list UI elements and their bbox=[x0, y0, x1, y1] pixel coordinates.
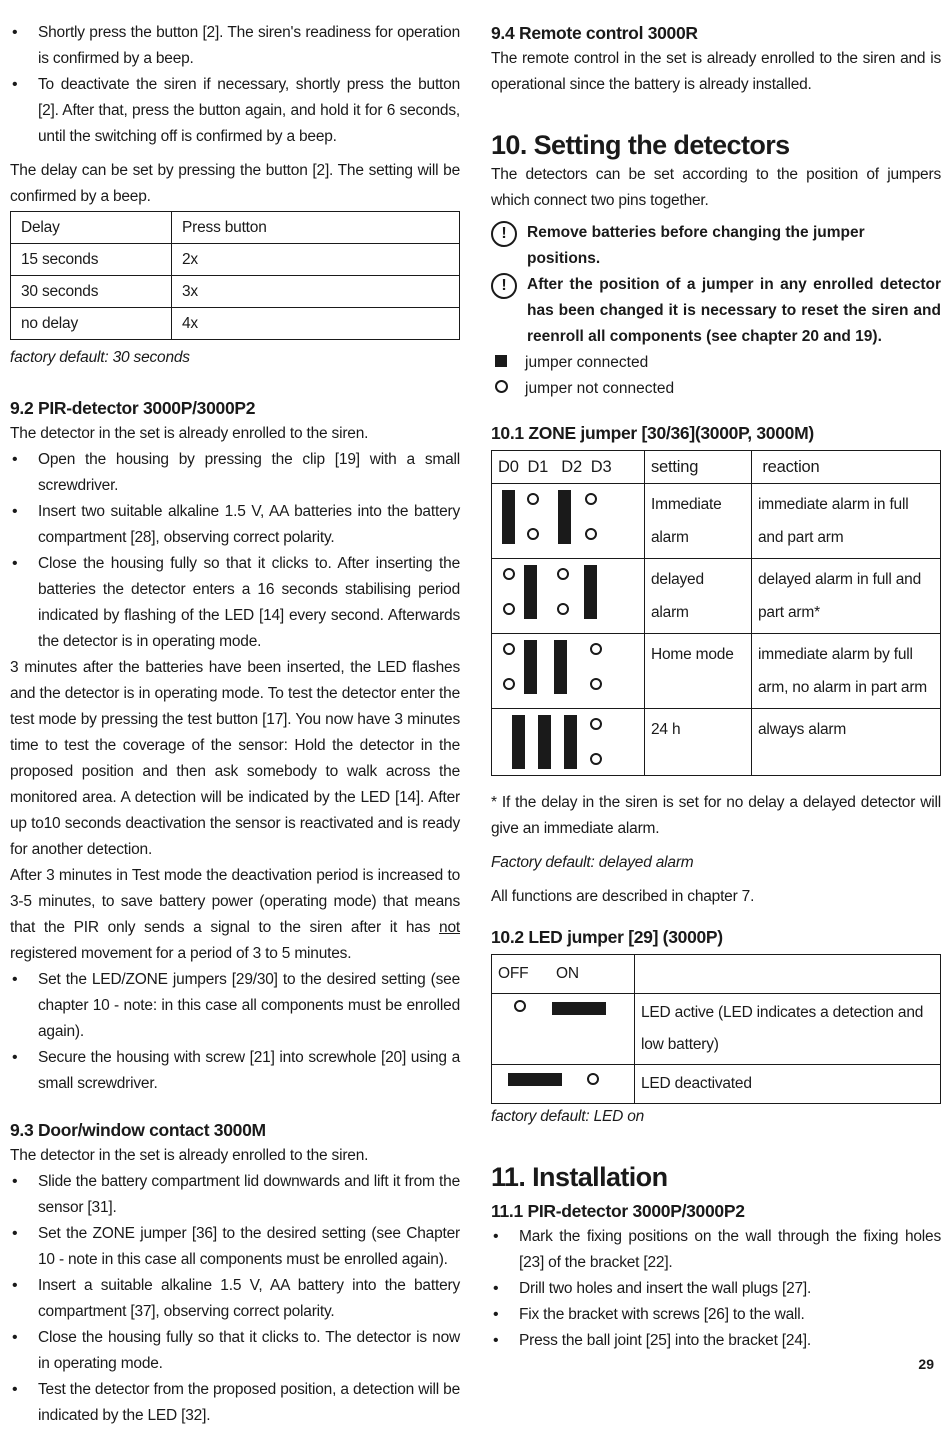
warning-note bbox=[491, 272, 941, 350]
list-item: • Press the ball joint [25] into the bracket [24]. bbox=[491, 1328, 941, 1354]
list-item: • Insert two suitable alkaline 1.5 V, AA batteries into the battery compartment [28], observing correct polarity. bbox=[10, 499, 460, 551]
jumper-pin bbox=[591, 644, 601, 654]
setting-text: The detectors can be set according to the position of jumpers which connect two pins together. bbox=[491, 166, 941, 209]
table-row bbox=[492, 559, 941, 634]
jumper-pin bbox=[558, 604, 568, 614]
jumper-pin bbox=[591, 679, 601, 689]
jumper-pin bbox=[504, 679, 514, 689]
list-item: • Close the housing fully so that it clicks to. After inserting the batteries the detector enters a 16 seconds stabilising period indicated by flashing of the LED [14] every second. Afterwards the detector is in operating mode. bbox=[10, 551, 460, 655]
pir-paragraph-1: 3 minutes after the batteries have been inserted, the LED flashes and the detector is in operating mode. To test the detector enter the test mode by pressing the test button [17]. You now have 3 minutes time to test the coverage of the sensor: Hold the detector in the proposed position and then ask somebody to walk across the monitored area. A detection will be indicated by the LED [14]. After up to10 seconds deactivation the sensor is reactivated and is ready for another detection. bbox=[10, 659, 460, 858]
pir-bullet-list bbox=[10, 447, 460, 655]
on-label: ON bbox=[556, 965, 579, 982]
list-item: • Mark the fixing positions on the wall through the fixing holes [23] of the bracket [22]. bbox=[491, 1224, 941, 1276]
table-cell: immediate alarm by full arm, no alarm in part arm bbox=[752, 634, 941, 709]
delay-paragraph: The delay can be set by pressing the button [2]. The setting will be confirmed by a beep. bbox=[10, 162, 460, 205]
legend-label: jumper connected bbox=[525, 354, 649, 371]
jumper-block bbox=[524, 640, 537, 694]
table-header-cell: setting bbox=[645, 451, 752, 484]
list-item: • To deactivate the siren if necessary, shortly press the button [2]. After that, press the button again, and hold it for 6 seconds, until the switching off is confirmed by a beep. bbox=[10, 72, 460, 150]
jumper-pin bbox=[528, 494, 538, 504]
pir-bullet-list-2 bbox=[10, 967, 460, 1097]
jumper-block bbox=[502, 490, 515, 544]
list-item: • Fix the bracket with screws [26] to the wall. bbox=[491, 1302, 941, 1328]
jumper-block bbox=[512, 715, 525, 769]
legend-label: jumper not connected bbox=[525, 380, 675, 397]
jumper-24h-diagram bbox=[498, 713, 618, 771]
table-cell: 15 seconds bbox=[11, 244, 172, 276]
table-header-row bbox=[492, 955, 941, 994]
list-item: • Test the detector from the proposed position, a detection will be indicated by the LED [32]. bbox=[10, 1377, 460, 1429]
table-cell: always alarm bbox=[752, 709, 941, 776]
table-row bbox=[11, 308, 460, 340]
table-cell: LED active (LED indicates a detection and low battery) bbox=[635, 994, 941, 1065]
installation-bullet-list bbox=[491, 1224, 941, 1354]
jumper-pin bbox=[558, 569, 568, 579]
jumper-pin bbox=[586, 529, 596, 539]
zone-functions-note: All functions are described in chapter 7. bbox=[491, 888, 755, 905]
door-bullet-list bbox=[10, 1169, 460, 1429]
jumper-pin bbox=[591, 719, 601, 729]
jumper-block bbox=[564, 715, 577, 769]
jumper-block bbox=[584, 565, 597, 619]
table-row bbox=[11, 244, 460, 276]
zone-jumper-table bbox=[491, 450, 941, 776]
list-item: • Slide the battery compartment lid downwards and lift it from the sensor [31]. bbox=[10, 1169, 460, 1221]
table-cell: Home mode bbox=[645, 634, 752, 709]
table-header-cell: Delay bbox=[11, 212, 172, 244]
warning-text: After the position of a jumper in any enrolled detector has been changed it is necessary to reset the siren and reenroll all components (see chapter 20 and 19). bbox=[527, 276, 941, 345]
left-column bbox=[10, 20, 460, 1429]
installation-heading: 11. Installation bbox=[491, 1162, 668, 1192]
list-item: • Shortly press the button [2]. The siren's readiness for operation is confirmed by a beep. bbox=[10, 20, 460, 72]
jumper-block bbox=[554, 640, 567, 694]
jumper-block bbox=[508, 1073, 562, 1086]
legend-jumper-not-connected bbox=[491, 376, 941, 402]
table-row bbox=[492, 994, 941, 1065]
jumper-immediate-diagram bbox=[498, 488, 618, 546]
table-row bbox=[492, 484, 941, 559]
table-cell: no delay bbox=[11, 308, 172, 340]
jumper-pin bbox=[515, 1001, 525, 1011]
jumper-diagram bbox=[492, 484, 645, 559]
list-item: • Set the LED/ZONE jumpers [29/30] to the desired setting (see chapter 10 - note: in this case all components must be enrolled again). bbox=[10, 967, 460, 1045]
jumper-pin bbox=[528, 529, 538, 539]
led-factory-default: factory default: LED on bbox=[491, 1108, 645, 1125]
exclamation-icon: ! bbox=[491, 273, 517, 299]
table-row bbox=[492, 1065, 941, 1104]
remote-text: The remote control in the set is already enrolled to the siren and is operational since the battery is already installed. bbox=[491, 50, 941, 93]
pir-heading: 9.2 PIR-detector 3000P/3000P2 bbox=[10, 398, 256, 418]
led-off-diagram bbox=[498, 1068, 618, 1092]
jumper-diagram bbox=[492, 634, 645, 709]
page-number: 29 bbox=[918, 1356, 934, 1372]
jumper-delayed-diagram bbox=[498, 563, 618, 621]
warning-text: Remove batteries before changing the jumper positions. bbox=[527, 224, 865, 267]
jumper-block bbox=[558, 490, 571, 544]
jumper-block bbox=[524, 565, 537, 619]
jumper-pin bbox=[588, 1074, 598, 1084]
list-item: • Open the housing by pressing the clip [19] with a small screwdriver. bbox=[10, 447, 460, 499]
list-item: • Drill two holes and insert the wall plugs [27]. bbox=[491, 1276, 941, 1302]
table-row bbox=[11, 276, 460, 308]
zone-heading: 10.1 ZONE jumper [30/36](3000P, 3000M) bbox=[491, 423, 814, 443]
list-item: • Set the ZONE jumper [36] to the desired setting (see Chapter 10 - note in this case all components must be enrolled again). bbox=[10, 1221, 460, 1273]
table-header-row bbox=[492, 451, 941, 484]
jumper-pin bbox=[591, 754, 601, 764]
jumper-block bbox=[552, 1002, 606, 1015]
led-on-diagram bbox=[498, 997, 618, 1021]
pir-paragraph-2-end: registered movement for a period of 3 to 5 minutes. bbox=[10, 945, 352, 962]
setting-heading: 10. Setting the detectors bbox=[491, 130, 790, 160]
table-cell: 30 seconds bbox=[11, 276, 172, 308]
pir-intro: The detector in the set is already enrolled to the siren. bbox=[10, 425, 369, 442]
pir-paragraph-2 bbox=[10, 863, 460, 967]
table-header-cell: reaction bbox=[752, 451, 941, 484]
remote-heading: 9.4 Remote control 3000R bbox=[491, 23, 698, 43]
door-heading: 9.3 Door/window contact 3000M bbox=[10, 1120, 266, 1140]
pir-paragraph-2-start: After 3 minutes in Test mode the deactivation period is increased to 3-5 minutes, to save battery power (operating mode) that means that the PIR only sends a signal to the siren after it has bbox=[10, 867, 460, 936]
exclamation-icon: ! bbox=[491, 221, 517, 247]
table-row bbox=[492, 634, 941, 709]
jumper-pin bbox=[504, 604, 514, 614]
delay-table bbox=[10, 211, 460, 340]
table-row bbox=[492, 709, 941, 776]
jumper-diagram bbox=[492, 1065, 635, 1104]
hollow-circle-icon bbox=[495, 380, 508, 393]
table-cell: 4x bbox=[172, 308, 460, 340]
list-item: • Secure the housing with screw [21] into screwhole [20] using a small screwdriver. bbox=[10, 1045, 460, 1097]
intro-bullet-list bbox=[10, 20, 460, 150]
jumper-pin bbox=[504, 644, 514, 654]
led-jumper-table bbox=[491, 954, 941, 1104]
table-cell: delayed alarm in full and part arm* bbox=[752, 559, 941, 634]
table-header-cell bbox=[635, 955, 941, 994]
table-cell: 24 h bbox=[645, 709, 752, 776]
table-cell: delayed alarm bbox=[645, 559, 752, 634]
table-header-cell bbox=[492, 955, 635, 994]
zone-footnote: * If the delay in the siren is set for no delay a delayed detector will give an immediate alarm. bbox=[491, 794, 941, 837]
table-header-cell: Press button bbox=[172, 212, 460, 244]
led-heading: 10.2 LED jumper [29] (3000P) bbox=[491, 927, 723, 947]
filled-square-icon bbox=[495, 355, 507, 367]
jumper-home-diagram bbox=[498, 638, 618, 696]
jumper-diagram bbox=[492, 709, 645, 776]
jumper-pin bbox=[504, 569, 514, 579]
table-cell: immediate alarm in full and part arm bbox=[752, 484, 941, 559]
table-cell: Immediate alarm bbox=[645, 484, 752, 559]
off-label: OFF bbox=[498, 965, 529, 982]
door-intro: The detector in the set is already enrolled to the siren. bbox=[10, 1147, 369, 1164]
table-cell: 3x bbox=[172, 276, 460, 308]
table-header-cell: D0 D1 D2 D3 bbox=[492, 451, 645, 484]
jumper-diagram bbox=[492, 994, 635, 1065]
jumper-diagram bbox=[492, 559, 645, 634]
zone-factory-default: Factory default: delayed alarm bbox=[491, 854, 694, 871]
jumper-pin bbox=[586, 494, 596, 504]
table-cell: 2x bbox=[172, 244, 460, 276]
table-cell: LED deactivated bbox=[635, 1065, 941, 1104]
pir-paragraph-2-not: not bbox=[439, 919, 460, 936]
delay-factory-default: factory default: 30 seconds bbox=[10, 349, 190, 366]
jumper-block bbox=[538, 715, 551, 769]
list-item: • Close the housing fully so that it clicks to. The detector is now in operating mode. bbox=[10, 1325, 460, 1377]
installation-subheading: 11.1 PIR-detector 3000P/3000P2 bbox=[491, 1201, 745, 1221]
table-header-row bbox=[11, 212, 460, 244]
warning-note bbox=[491, 220, 941, 272]
list-item: • Insert a suitable alkaline 1.5 V, AA battery into the battery compartment [37], observing correct polarity. bbox=[10, 1273, 460, 1325]
legend-jumper-connected bbox=[491, 350, 941, 376]
right-column bbox=[491, 20, 941, 1354]
